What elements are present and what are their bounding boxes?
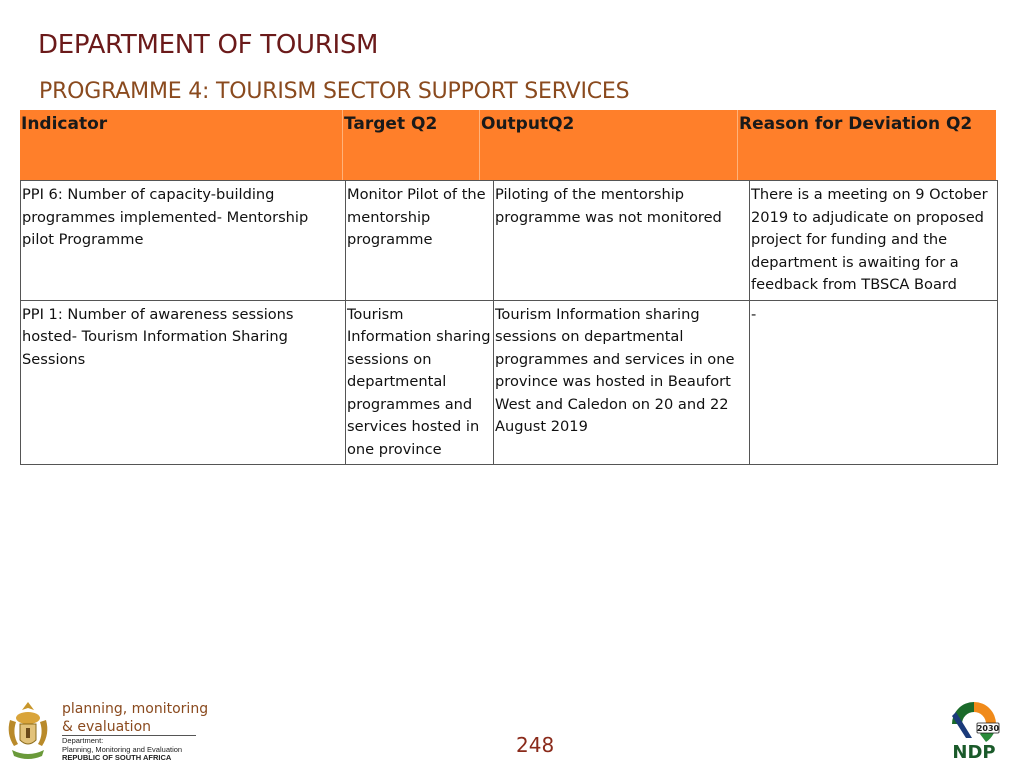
pme-line-1: planning, monitoring — [62, 701, 209, 717]
department-text — [62, 737, 182, 763]
pme-line-2: & evaluation — [62, 719, 152, 735]
indicator-table — [20, 180, 998, 465]
pme-wordmark — [62, 700, 208, 736]
ndp-year: 2030 — [976, 724, 1000, 733]
page-subtitle: PROGRAMME 4: TOURISM SECTOR SUPPORT SERVICES — [39, 79, 630, 104]
column-header-target: Target Q2 — [344, 114, 438, 134]
coat-of-arms-icon — [4, 698, 52, 764]
cell-reason: There is a meeting on 9 October 2019 to adjudicate on proposed project for funding and the department is awaiting for a feedback from TBSCA Board — [750, 181, 998, 301]
column-header-reason: Reason for Deviation Q2 — [739, 114, 973, 134]
dept-line-3: REPUBLIC OF SOUTH AFRICA — [62, 753, 172, 762]
page-title: DEPARTMENT OF TOURISM — [38, 30, 379, 60]
dept-line-1: Department: — [62, 736, 104, 745]
cell-output: Tourism Information sharing sessions on departmental programmes and services in one province was hosted in Beaufort West and Caledon on 20 and 22 August 2019 — [494, 300, 750, 465]
cell-reason: - — [750, 300, 998, 465]
page-number: 248 — [516, 733, 555, 757]
ndp-text: NDP — [952, 742, 996, 762]
cell-target: Tourism Information sharing sessions on departmental programmes and services hosted in one province — [346, 300, 494, 465]
ndp-logo-icon — [946, 698, 1002, 762]
column-header-indicator: Indicator — [21, 114, 108, 134]
table-row — [21, 300, 998, 465]
table-header-row — [20, 110, 996, 180]
cell-indicator: PPI 6: Number of capacity-building programmes implemented- Mentorship pilot Programme — [21, 181, 346, 301]
column-header-output: OutputQ2 — [481, 114, 575, 134]
cell-target: Monitor Pilot of the mentorship programme — [346, 181, 494, 301]
cell-indicator: PPI 1: Number of awareness sessions hosted- Tourism Information Sharing Sessions — [21, 300, 346, 465]
table-row — [21, 181, 998, 301]
dept-line-2: Planning, Monitoring and Evaluation — [62, 744, 183, 754]
cell-output: Piloting of the mentorship programme was not monitored — [494, 181, 750, 301]
